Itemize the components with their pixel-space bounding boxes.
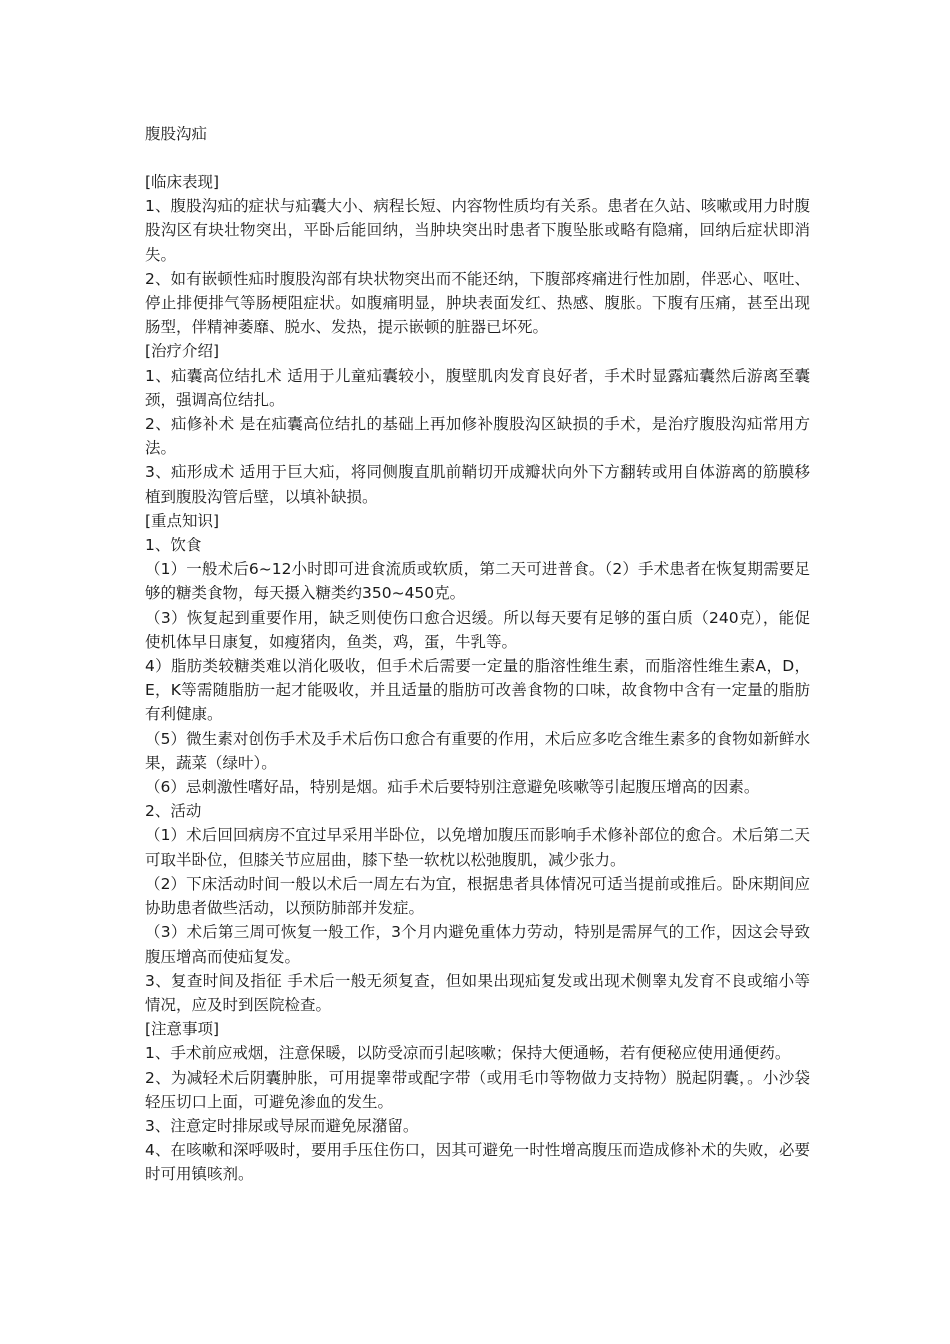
paragraph: 1、腹股沟疝的症状与疝囊大小、病程长短、内容物性质均有关系。患者在久站、咳嗽或用力时腹股沟区有块壮物突出，平卧后能回纳，当肿块突出时患者下腹坠胀或略有隐痛，回纳后症状即消失。 [145, 197, 810, 264]
paragraph: 4）脂肪类较糖类难以消化吸收，但手术后需要一定量的脂溶性维生素，而脂溶性维生素A，D，E，K等需随脂肪一起才能吸收，并且适量的脂肪可改善食物的口味，故食物中含有一定量的脂肪有利健康。 [145, 657, 810, 724]
document-title: 腹股沟疝 [145, 125, 208, 143]
paragraph: （1）术后回回病房不宜过早采用半卧位，以免增加腹压而影响手术修补部位的愈合。术后第二天可取半卧位，但膝关节应屈曲，膝下垫一软枕以松弛腹肌，减少张力。 [145, 826, 810, 869]
paragraph: 2、活动 [145, 802, 202, 821]
paragraph: （2）下床活动时间一般以术后一周左右为宜，根据患者具体情况可适当提前或推后。卧床期间应协助患者做些活动，以预防肺部并发症。 [145, 874, 810, 918]
paragraph: 3、注意定时排尿或导尿而避免尿潴留。 [145, 1116, 419, 1135]
paragraph: （6）忌刺激性嗜好品，特别是烟。疝手术后要特别注意避免咳嗽等引起腹压增高的因素。 [145, 778, 760, 797]
document-body [145, 122, 810, 1187]
paragraph: 1、手术前应戒烟，注意保暖，以防受凉而引起咳嗽；保持大便通畅，若有便秘应使用通便药。 [145, 1044, 791, 1063]
section-heading: [治疗介绍] [145, 342, 220, 361]
paragraph: 3、复查时间及指征 手术后一般无须复查，但如果出现疝复发或出现术侧睾丸发育不良或缩小等情况，应及时到医院检查。 [145, 971, 810, 1014]
paragraph: （5）微生素对创伤手术及手术后伤口愈合有重要的作用，术后应多吃含维生素多的食物如新鲜水果，蔬菜（绿叶）。 [145, 729, 810, 772]
paragraph: （1）一般术后6~12小时即可进食流质或软质，第二天可进普食。（2）手术患者在恢复期需要足够的糖类食物，每天摄入糖类约350~450克。 [145, 560, 810, 603]
paragraph: 2、疝修补术 是在疝囊高位结扎的基础上再加修补腹股沟区缺损的手术，是治疗腹股沟疝常用方法。 [145, 415, 810, 458]
paragraph: 4、在咳嗽和深呼吸时，要用手压住伤口，因其可避免一时性增高腹压而造成修补术的失败，必要时可用镇咳剂。 [145, 1141, 810, 1184]
paragraph: 1、疝囊高位结扎术 适用于儿童疝囊较小，腹壁肌肉发育良好者，手术时显露疝囊然后游离至囊颈，强调高位结扎。 [145, 366, 810, 409]
paragraph: 2、如有嵌顿性疝时腹股沟部有块状物突出而不能还纳，下腹部疼痛进行性加剧，伴恶心、呕吐、停止排便排气等肠梗阻症状。如腹痛明显，肿块表面发红、热感、腹胀。下腹有压痛，甚至出现肠型，伴精神萎靡、脱水、发热，提示嵌顿的脏器已坏死。 [145, 269, 810, 337]
paragraph: （3）术后第三周可恢复一般工作，3个月内避免重体力劳动，特别是需屏气的工作，因这会导致腹压增高而使疝复发。 [145, 923, 810, 966]
section-heading: [注意事项] [145, 1020, 220, 1039]
paragraph: 2、为减轻术后阴囊肿胀，可用提睾带或配字带（或用毛巾等物做力支持物）脱起阴囊，。小沙袋轻压切口上面，可避免渗血的发生。 [145, 1068, 810, 1111]
paragraph: 1、饮食 [145, 536, 202, 555]
paragraph: 3、疝形成术 适用于巨大疝，将同侧腹直肌前鞘切开成瓣状向外下方翻转或用自体游离的筋膜移植到腹股沟管后壁，以填补缺损。 [145, 463, 810, 506]
section-heading: [临床表现] [145, 173, 220, 191]
section-heading: [重点知识] [145, 511, 220, 530]
paragraph: （3）恢复起到重要作用，缺乏则使伤口愈合迟缓。所以每天要有足够的蛋白质（240克），能促使机体早日康复，如瘦猪肉，鱼类，鸡，蛋，牛乳等。 [145, 608, 810, 651]
document-sections [145, 170, 810, 1187]
